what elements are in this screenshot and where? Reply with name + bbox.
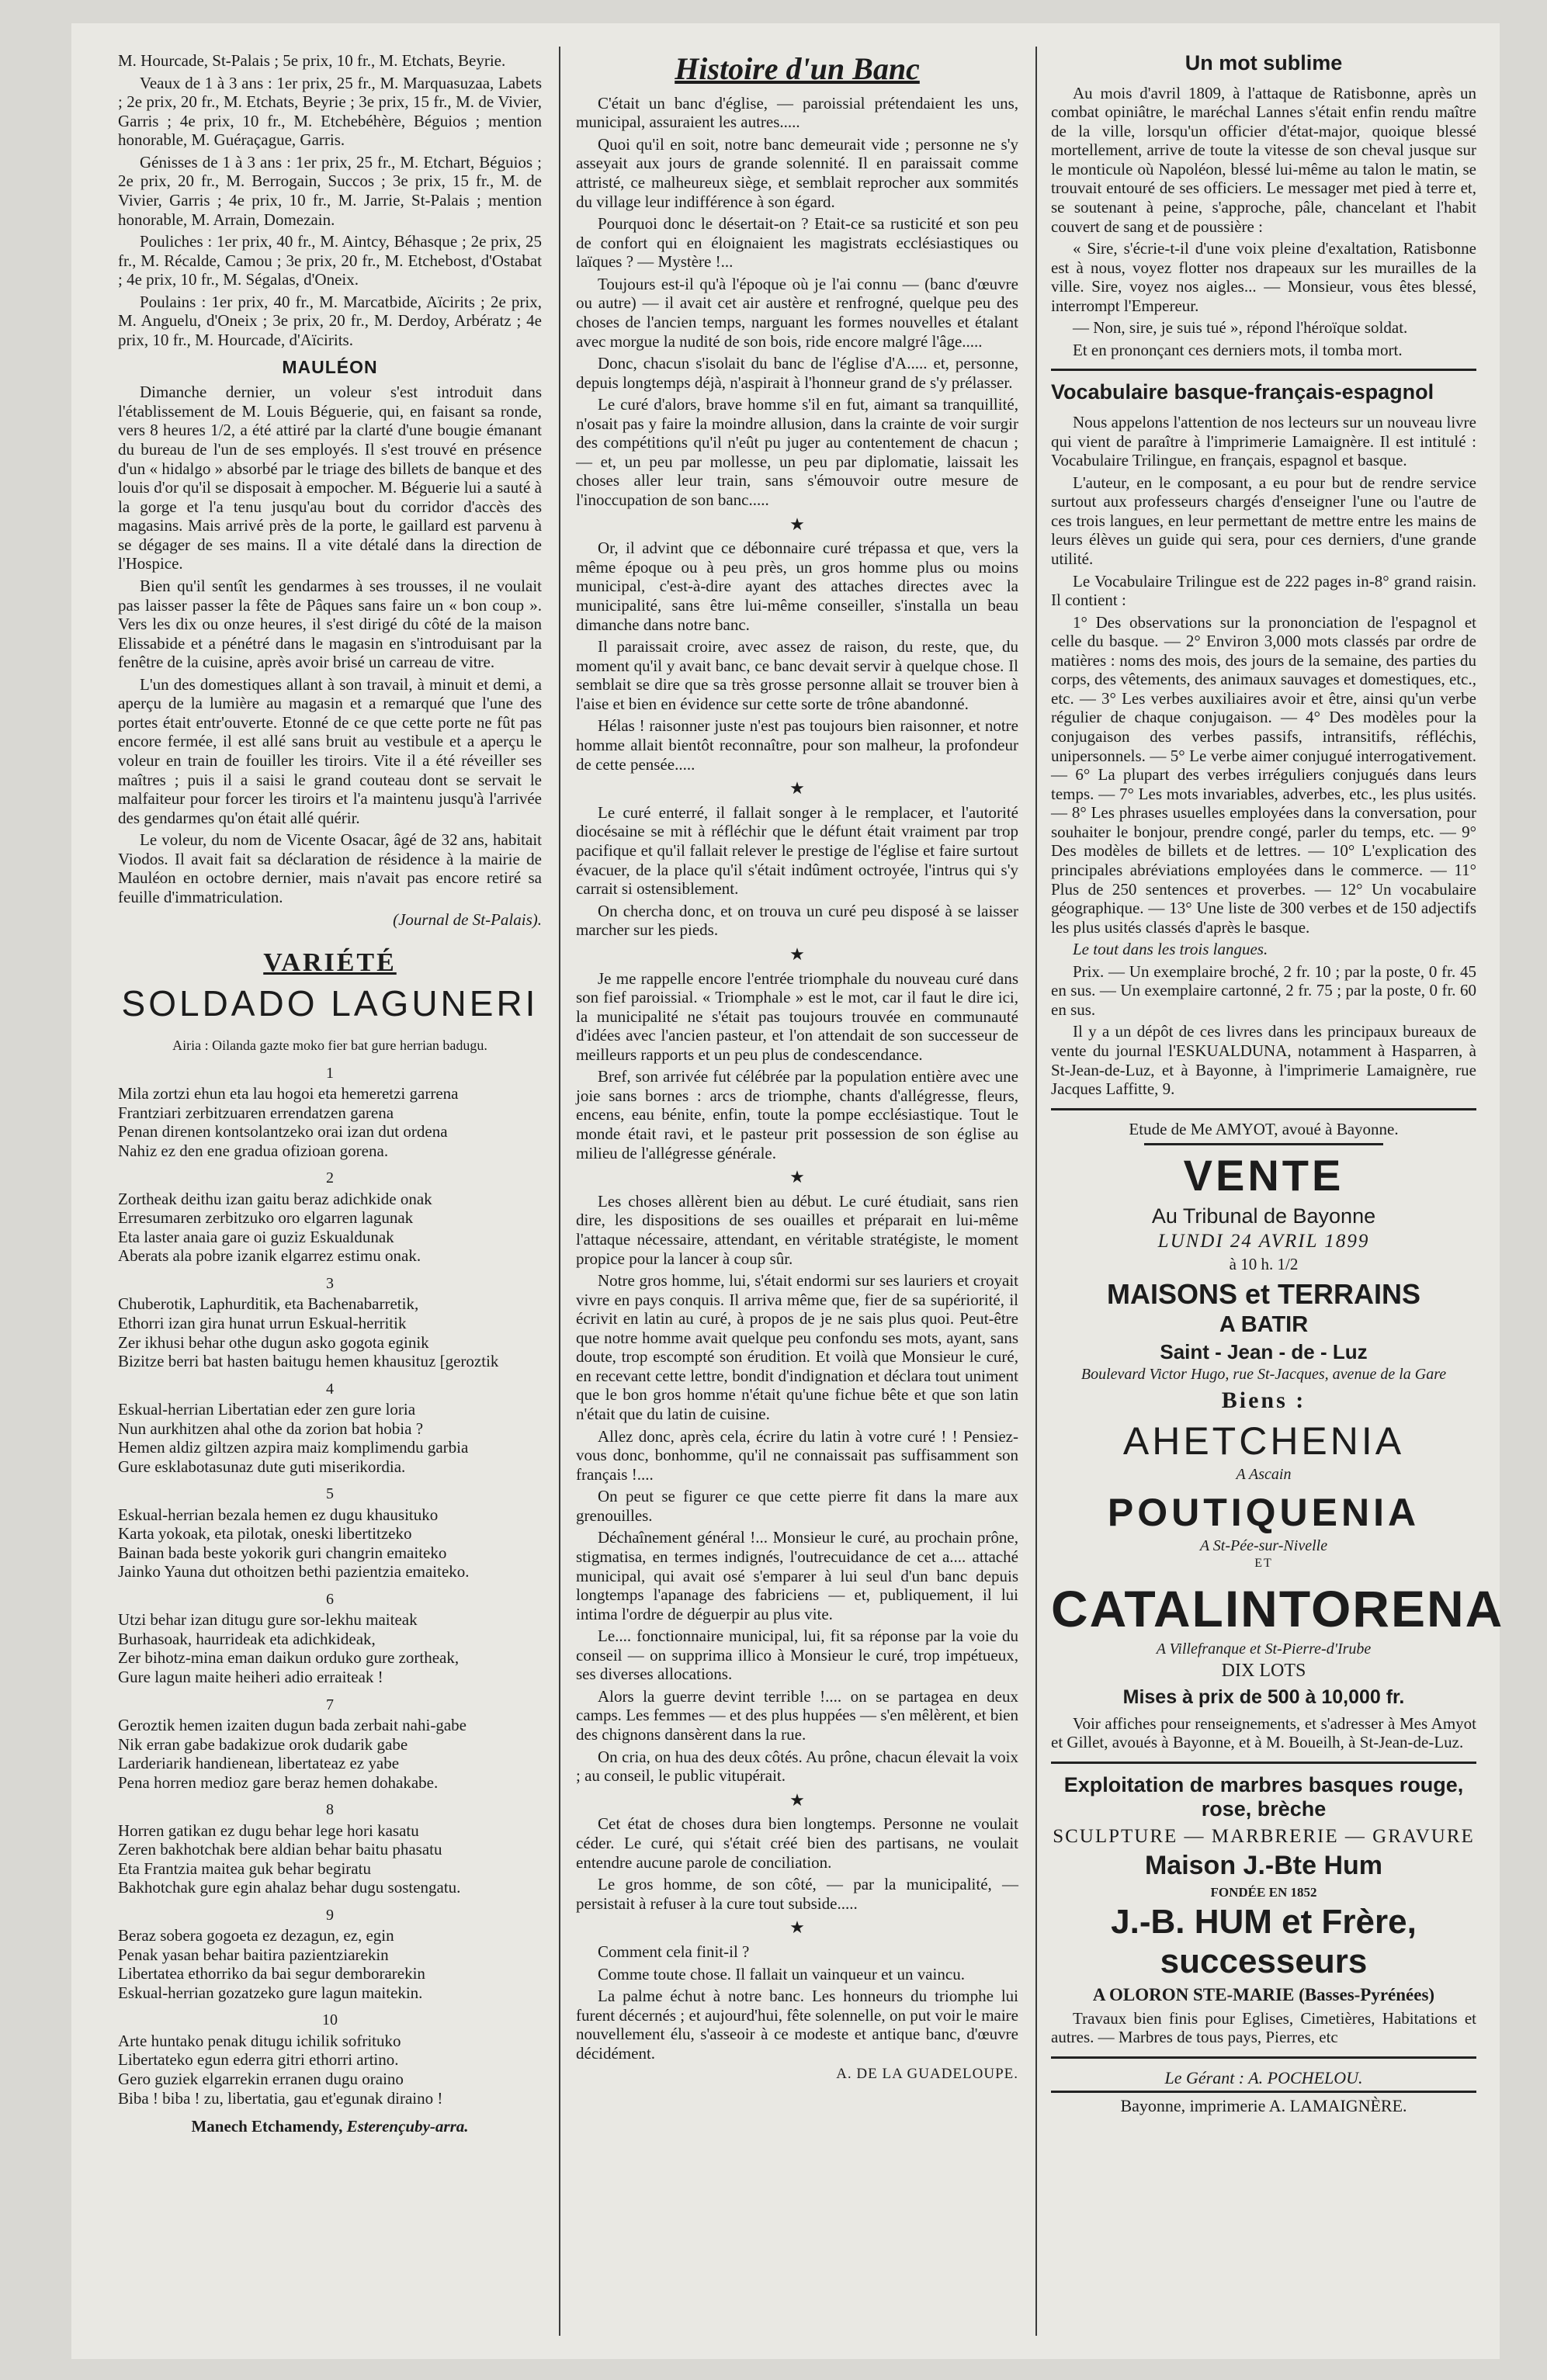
vocab-para: Nous appelons l'attention de nos lecteurs sur un nouveau livre qui vient de paraître à l'imprimerie Lamaignère. Il est intitulé : Vocabulaire Trilingue, en français, espagnol et basque. bbox=[1051, 413, 1476, 470]
mauleon-heading: MAULÉON bbox=[282, 357, 378, 378]
verse-line: Chuberotik, Laphurditik, eta Bachenabarretik, bbox=[118, 1294, 419, 1314]
verse-line: Beraz sobera gogoeta ez dezagun, ez, egin bbox=[118, 1926, 394, 1945]
verse-line: Horren gatikan ez dugu behar lege hori kasatu bbox=[118, 1821, 419, 1840]
vocab-para: Le Vocabulaire Trilingue est de 222 pages in-8° grand raisin. Il contient : bbox=[1051, 571, 1476, 610]
ad-biens: Biens : bbox=[1221, 1387, 1306, 1414]
song-verses bbox=[118, 1065, 542, 2108]
concours-para: Poulains : 1er prix, 40 fr., M. Marcatbide, Aïcirits ; 2e prix, M. Anguelu, d'Oneix ; 3e prix, 20 fr., M. Derdoy, Arbératz ; 4e prix, 10 fr., M. Hourcade, d'Aïcirits. bbox=[118, 292, 542, 349]
concours-para: Pouliches : 1er prix, 40 fr., M. Aintcy, Béhasque ; 2e prix, 25 fr., M. Récalde, Camou ; 3e prix, 20 fr., M. Etchebost, d'Ostabat ; 4e prix, 10 fr., M. Ségalas, d'Oneix. bbox=[118, 232, 542, 289]
ad-boulevard: Boulevard Victor Hugo, rue St-Jacques, avenue de la Gare bbox=[1080, 1365, 1447, 1383]
banc-para: C'était un banc d'église, — paroissial prétendaient les uns, municipal, assuraient les autres..... bbox=[576, 93, 1018, 132]
mot-sublime-title: Un mot sublime bbox=[1185, 51, 1343, 74]
ad-property-1-location: A Ascain bbox=[1236, 1465, 1292, 1483]
section-divider bbox=[1051, 369, 1476, 371]
newspaper-page bbox=[71, 23, 1504, 2359]
mot-para: — Non, sire, je suis tué », répond l'héroïque soldat. bbox=[1073, 318, 1408, 338]
verse-number: 1 bbox=[326, 1064, 334, 1082]
star-separator: ★ bbox=[789, 1918, 805, 1938]
section-divider bbox=[1051, 2091, 1476, 2093]
gerant: Le Gérant : A. POCHELOU. bbox=[1164, 2067, 1363, 2087]
banc-para: Donc, chacun s'isolait du banc de l'église d'A..... et, personne, depuis longtemps déjà, n'aspirait à l'honneur grand de s'y prélasser. bbox=[576, 354, 1018, 392]
ad-property-3-location: A Villefranque et St-Pierre-d'Irube bbox=[1156, 1640, 1372, 1658]
verse-line: Geroztik hemen izaiten dugun bada zerbait nahi-gabe bbox=[118, 1715, 467, 1734]
mauleon-para: L'un des domestiques allant à son travail, à minuit et demi, a aperçu de la lumière au magasin et a remarqué que l'une des portes était entr'ouverte. Etonné de ce que cette porte ne fût pas encore fermée, il est allé sans bruit au vestibule et a aperçu le voleur en train de fouiller les tiroirs. Vite il a été réveiller ses maîtres ; puis il a saisi le grand couteau dont se servait le malfaiteur pour forcer les tiroirs et l'a maintenu jusqu'à l'arrivée des gendarmes qu'on était allé quérir. bbox=[118, 674, 542, 827]
banc-para: Les choses allèrent bien au début. Le curé étudiait, sans rien dire, les dispositions de ses ouailles et préparait en lui-même l'attaque nécessaire, attendant, en véritable stratégiste, le moment propice pour la lancer à coup sûr. bbox=[576, 1191, 1018, 1268]
banc-para: Pourquoi donc le désertait-on ? Etait-ce sa rusticité et son peu de confort qui en éloignaient les magistrats ecclésiastiques ou laïques ? — Mystère !... bbox=[576, 214, 1018, 272]
banc-para: Toujours est-il qu'à l'époque où je l'ai connu — (banc d'œuvre ou autre) — il avait cet air austère et renfrogné, quelque peu des choses de l'ancien temps, narguant les formes nouvelles et étalant avec morgue la nudité de son bois, ride encore malgré l'âge..... bbox=[576, 274, 1018, 351]
banc-para: Déchaînement général !... Monsieur le curé, au prochain prône, stigmatisa, en termes indignés, l'outrecuidance de cet a.... attaché municipal, qui avait osé s'emparer à lui seul d'un banc depuis longtemps l'apanage des fabriciens — et, publiquement, il lui intima l'ordre de déguerpir au plus vite. bbox=[576, 1528, 1018, 1623]
mauleon-credit: (Journal de St-Palais). bbox=[393, 909, 542, 929]
ad-tribunal: Au Tribunal de Bayonne bbox=[1151, 1204, 1376, 1228]
verse-number: 3 bbox=[326, 1275, 334, 1292]
verse-number: 10 bbox=[322, 2011, 338, 2029]
marbre-heading: Exploitation de marbres basques rouge, rose, brèche bbox=[1063, 1772, 1464, 1821]
marbre-sub: SCULPTURE — MARBRERIE — GRAVURE bbox=[1053, 1825, 1475, 1847]
banc-para: On peut se figurer ce que cette pierre fit dans la mare aux grenouilles. bbox=[576, 1487, 1018, 1525]
verse-line: Bakhotchak gure egin ahalaz behar dugu sostengatu. bbox=[118, 1878, 461, 1897]
ad-vente: VENTE bbox=[1183, 1151, 1344, 1200]
star-separator: ★ bbox=[789, 1789, 805, 1810]
banc-para: Quoi qu'il en soit, notre banc demeurait vide ; personne ne s'y asseyait aux jours de grande solennité. Il en paraissait comme attristé, ce malheureux siège, et semblait reprocher aux sommités du village leur indifférence à son égard. bbox=[576, 134, 1018, 211]
verse-line: Zeren bakhotchak bere aldian behar baitu phasatu bbox=[118, 1840, 442, 1859]
ad-property-2: POUTIQUENIA bbox=[1107, 1491, 1420, 1534]
verse-line: Jainko Yauna dut othoitzen bethi pazientzia emaiteko. bbox=[118, 1562, 470, 1581]
verse-number: 6 bbox=[326, 1590, 334, 1608]
banc-para: Comme toute chose. Il fallait un vainqueur et un vaincu. bbox=[598, 1964, 965, 1983]
concours-para: M. Hourcade, St-Palais ; 5e prix, 10 fr., M. Etchats, Beyrie. bbox=[118, 51, 506, 70]
verse-line: Gero guziek elgarrekin erranen dugu oraino bbox=[118, 2070, 404, 2088]
verse-line: Penak yasan behar baitira pazientziarekin bbox=[118, 1945, 389, 1964]
banc-para: La palme échut à notre banc. Les honneurs du triomphe lui furent décernés ; et aujourd'hui, fête solennelle, on put voir le maire nouvellement élu, s'asseoir à ce modeste et antique banc, d'œuvre décidément. bbox=[576, 1987, 1018, 2063]
verse-line: Karta yokoak, eta pilotak, oneski libertitzeko bbox=[118, 1524, 412, 1543]
column-rule bbox=[1035, 47, 1037, 2336]
concours-para: Veaux de 1 à 3 ans : 1er prix, 25 fr., M. Marquasuzaa, Labets ; 2e prix, 20 fr., M. Etchats, Beyrie ; 3e prix, 15 fr., M. de Vivier, Garris ; 4e prix, 10 fr., M. Etchebéhère, Béguios ; mention honorable, M. Guéraçague, Garris. bbox=[118, 73, 542, 150]
song-signature bbox=[118, 2117, 542, 2136]
banc-para: Le.... fonctionnaire municipal, lui, fit sa réponse par la voie du conseil — on supprima illico à Monsieur le curé, trop impétueux, ses diverses allocations. bbox=[576, 1627, 1018, 1684]
banc-para: Bref, son arrivée fut célébrée par la population entière avec une joie sans bornes : arcs de triomphe, chants d'allégresse, fleurs, encens, eau bénite, enfin, toute la pompe ecclésiastique. Tout le monde était ravi, et le pasteur prit possession de son église au milieu de l'allégresse générale. bbox=[576, 1067, 1018, 1162]
vocab-para: Le tout dans les trois langues. bbox=[1073, 940, 1268, 959]
ad-et: ET bbox=[1254, 1556, 1273, 1570]
verse-line: Utzi behar izan ditugu gure sor-lekhu maiteak bbox=[118, 1610, 418, 1630]
banc-para: Le curé enterré, il fallait songer à le remplacer, et l'autorité diocésaine se mit à réfléchir que le défunt était vraiment par trop pacifique et qu'il fallait relever le prestige de l'église et faire surtout évacuer, de la place qu'il s'était indûment octroyée, l'intrus qui s'y carrait si ostensiblement. bbox=[576, 802, 1018, 899]
ad-mises: Mises à prix de 500 à 10,000 fr. bbox=[1122, 1686, 1405, 1709]
song-author-place: Esterençuby-arra. bbox=[346, 2117, 469, 2136]
imprimerie: Bayonne, imprimerie A. LAMAIGNÈRE. bbox=[1120, 2096, 1407, 2116]
verse-line: Zortheak deithu izan gaitu beraz adichkide onak bbox=[118, 1189, 432, 1208]
verse-line: Aberats ala pobre izanik elgarrez estimu onak. bbox=[118, 1246, 421, 1266]
column-3 bbox=[1051, 51, 1504, 2119]
mauleon-para: Dimanche dernier, un voleur s'est introduit dans l'établissement de M. Louis Béguerie, qui, en faisant sa ronde, vers 8 heures 1/2, a été attiré par la clarté d'une bougie émanant du bureau de l'un de ses employés. Il s'est trouvé en présence d'un « hidalgo » absorbé par le triage des billets de banque et des louis d'or qu'il se disposait à empocher. M. Béguerie lui a sauté à la gorge et l'a tenu jusqu'au bout du corridor d'accès des magasins. Mais arrivé près de la porte, le gaillard est parvenu à se dégager de ses mains. Il a vite détalé dans la direction de l'Hospice. bbox=[118, 383, 542, 573]
section-divider bbox=[1144, 1143, 1383, 1145]
verse-number: 9 bbox=[326, 1906, 334, 1924]
mauleon-para: Bien qu'il sentît les gendarmes à ses trousses, il ne voulait pas laisser passer la fête de Pâques sans faire un « bon coup ». Vers les dix ou onze heures, il s'est dirigé du côté de la maison Elissabide et a pénétré dans le magasin en s'introduisant par la fenêtre de la cuisine, après avoir brisé un carreau de vitre. bbox=[118, 576, 542, 672]
marbre-fondee: FONDÉE EN 1852 bbox=[1210, 1884, 1317, 1900]
verse-line: Eskual-herrian gozatzeko gure lagun maitekin. bbox=[118, 1983, 423, 2002]
star-separator: ★ bbox=[789, 778, 805, 799]
variete-heading: VARIÉTÉ bbox=[263, 948, 397, 978]
star-separator: ★ bbox=[789, 1167, 805, 1187]
star-separator: ★ bbox=[789, 514, 805, 534]
verse-line: Hemen aldiz giltzen azpira maiz komplimendu garbia bbox=[118, 1438, 469, 1457]
verse-line: Penan direnen kontsolantzeko orai izan dut ordena bbox=[118, 1122, 448, 1141]
vocabulaire-title: Vocabulaire basque-français-espagnol bbox=[1051, 380, 1434, 404]
ad-time: à 10 h. 1/2 bbox=[1229, 1254, 1299, 1273]
verse-line: Frantziari zerbitzuaren errendatzen garena bbox=[118, 1103, 394, 1122]
verse-line: Biba ! biba ! zu, libertatia, gau et'egunak diraino ! bbox=[118, 2088, 443, 2108]
banc-para: Alors la guerre devint terrible !.... on se partagea en deux camps. Les femmes — et des plus huppées — s'en mêlèrent, et bien des chignons dansèrent dans la rue. bbox=[576, 1686, 1018, 1744]
ad-voir: Voir affiches pour renseignements, et s'adresser à Mes Amyot et Gillet, avoués à Bayonne, et à M. Boueilh, à St-Jean-de-Luz. bbox=[1051, 1713, 1476, 1752]
star-separator: ★ bbox=[789, 944, 805, 964]
banc-para: Je me rappelle encore l'entrée triomphale du nouveau curé dans son fief paroissial. « Triomphale » est le mot, car il faut le dire ici, la municipalité ne s'était pas toujours trouvée en communauté d'idées avec l'ancien pasteur, et l'on attendait de son successeur de meilleurs rapports et un peu plus de condescendance. bbox=[576, 968, 1018, 1064]
marbre-maison: Maison J.-Bte Hum bbox=[1144, 1851, 1383, 1881]
banc-title: Histoire d'un Banc bbox=[675, 51, 920, 86]
verse-line: Zer ikhusi behar othe dugun asko gogota eginik bbox=[118, 1332, 429, 1352]
section-divider bbox=[1051, 2056, 1476, 2059]
song-author: Manech Etchamendy, bbox=[191, 2117, 343, 2136]
verse-line: Gure esklabotasunaz dute guti miserikordia. bbox=[118, 1457, 406, 1476]
marbre-travaux: Travaux bien finis pour Eglises, Cimetières, Habitations et autres. — Marbres de tous pays, Pierres, etc bbox=[1051, 2008, 1476, 2047]
verse-number: 8 bbox=[326, 1801, 334, 1819]
marbre-oloron: A OLORON STE-MARIE (Basses-Pyrénées) bbox=[1092, 1984, 1435, 2004]
banc-para: Allez donc, après cela, écrire du latin à votre curé ! ! Pensiez-vous donc, bonhomme, qu'il ne connaissait pas suffisamment son français !.... bbox=[576, 1426, 1018, 1484]
verse-line: Libertateko egun ederra gitri ethorri artino. bbox=[118, 2050, 399, 2070]
marbre-successeurs: J.-B. HUM et Frère, successeurs bbox=[1111, 1902, 1417, 1981]
vocab-para: 1° Des observations sur la prononciation de l'espagnol et celle du basque. — 2° Environ 3,000 mots classés par ordre de matières : noms des mois, des jours de la semaine, des parties du corps, des vêtements, des animaux sauvages et domestiques, etc., etc. — 3° Les verbes auxiliaires avoir et être, ainsi qu'un verbe régulier de chaque conjugaison. — 4° Des modèles pour la conjugaison des verbes passifs, intransitifs, réfléchis, unipersonnels. — 5° Le verbe aimer conjugué interrogativement. — 6° La plupart des verbes irréguliers conjugués dans leurs temps. — 7° Les mots invariables, adverbes, etc., les plus usités. — 8° Les phrases usuelles employées dans la conversation, pour souhaiter le bonjour, prendre congé, parler du temps, etc. — 9° Des modèles de billets et de lettres. — 10° L'explication des principales abréviations employées dans le commerce. — 11° Plus de 250 sentences et proverbes. — 12° Un vocabulaire géographique. — 13° Une liste de 300 verbes et de 150 adjectifs les plus usités classés d'après le basque. bbox=[1051, 612, 1476, 937]
verse-line: Nun aurkhitzen ahal othe da zorion bat hobia ? bbox=[118, 1419, 424, 1438]
banc-para: Il paraissait croire, avec assez de raison, du reste, que, du moment qu'il y avait banc, ce banc devait servir à quelque chose. Il semblait se dire que sa très grosse personne allait se trouver bien à l'aise et bien en évidence sur cette sorte de trône abandonné. bbox=[576, 637, 1018, 713]
vocab-para: Il y a un dépôt de ces livres dans les principaux bureaux de vente du journal l'ESKUALDUNA, notamment à Hasparren, à St-Jean-de-Luz, et à Bayonne, à l'imprimerie Lamaignère, rue Jacques Laffitte, 9. bbox=[1051, 1022, 1476, 1099]
verse-line: Pena horren medioz gare beraz hemen dohakabe. bbox=[118, 1772, 439, 1792]
ad-maisons: MAISONS et TERRAINS bbox=[1106, 1278, 1421, 1311]
banc-para: Or, il advint que ce débonnaire curé trépassa et que, vers la même époque ou à peu près, un gros homme plus ou moins municipal, c'est-à-dire ayant des attaches directes avec la municipalité, sans être lui-même conseiller, s'installa un beau dimanche dans notre banc. bbox=[576, 539, 1018, 634]
banc-para: Hélas ! raisonner juste n'est pas toujours bien raisonner, et notre homme allait bientôt reconnaître, pour son malheur, la profondeur de cette pensée..... bbox=[576, 716, 1018, 774]
verse-line: Mila zortzi ehun eta lau hogoi eta hemeretzi garrena bbox=[118, 1084, 459, 1103]
verse-line: Arte huntako penak ditugu ichilik sofrituko bbox=[118, 2031, 401, 2050]
verse-line: Bizitze berri bat hasten baitugu hemen khausituz [geroztik bbox=[118, 1352, 499, 1371]
ad-property-3: CATALINTORENA bbox=[1051, 1579, 1504, 1637]
mauleon-para: Le voleur, du nom de Vicente Osacar, âgé de 32 ans, habitait Viodos. Il avait fait sa déclaration de résidence à la mairie de Mauléon en octobre dernier, mais n'avait pas encore retiré sa feuille d'immatriculation. bbox=[118, 830, 542, 906]
verse-line: Nik erran gabe badakizue orok dudarik gabe bbox=[118, 1734, 408, 1754]
verse-number: 4 bbox=[326, 1380, 334, 1398]
section-divider bbox=[1051, 1762, 1476, 1764]
verse-line: Libertatea ethorriko da bai segur demborarekin bbox=[118, 1964, 425, 1983]
ad-lots: DIX LOTS bbox=[1221, 1661, 1306, 1682]
verse-line: Bainan bada beste yokorik guri changrin emaiteko bbox=[118, 1543, 447, 1562]
song-title: SOLDADO LAGUNERI bbox=[121, 982, 539, 1024]
verse-number: 2 bbox=[326, 1169, 334, 1187]
vocab-para: Prix. — Un exemplaire broché, 2 fr. 10 ; par la poste, 0 fr. 45 en sus. — Un exemplaire cartonné, 2 fr. 75 ; par la poste, 0 fr. 60 en sus. bbox=[1051, 961, 1476, 1019]
column-2 bbox=[576, 51, 1018, 2084]
ad-property-2-location: A St-Pée-sur-Nivelle bbox=[1199, 1536, 1328, 1554]
verse-line: Ethorri izan gira hunat urrun Eskual-herritik bbox=[118, 1313, 407, 1332]
section-divider bbox=[1051, 1108, 1476, 1110]
column-1 bbox=[118, 51, 542, 2136]
verse-line: Gure lagun maite heiheri adio erraiteak ! bbox=[118, 1668, 383, 1686]
verse-line: Larderiarik handienean, libertateaz ez yabe bbox=[118, 1754, 400, 1773]
banc-para: Cet état de choses dura bien longtemps. Personne ne voulait céder. Le curé, qui s'était créé bien des partisans, ne voulait entendre aucune parole de conciliation. bbox=[576, 1814, 1018, 1872]
banc-para: On chercha donc, et on trouva un curé peu disposé à se laisser marcher sur les pieds. bbox=[576, 901, 1018, 940]
verse-line: Zer bihotz-mina eman daikun orduko gure zortheak, bbox=[118, 1648, 460, 1668]
verse-line: Eskual-herrian Libertatian eder zen gure loria bbox=[118, 1400, 416, 1419]
verse-line: Erresumaren zerbitzuko oro elgarren lagunak bbox=[118, 1208, 414, 1228]
verse-line: Nahiz ez den ene gradua ofizioan gorena. bbox=[118, 1141, 389, 1160]
mot-para: « Sire, s'écrie-t-il d'une voix pleine d'exaltation, Ratisbonne est à nous, voyez flotter nos drapeaux sur les murailles de la ville. Sire, voyez nos aigles... — Monsieur, vous êtes blessé, interrompt l'Empereur. bbox=[1051, 239, 1476, 315]
song-aria: Airia : Oilanda gazte moko fier bat gure herrian badugu. bbox=[172, 1037, 487, 1053]
ad-property-1: AHETCHENIA bbox=[1122, 1419, 1405, 1464]
banc-author: A. DE LA GUADELOUPE. bbox=[836, 2066, 1018, 2083]
banc-para: Comment cela finit-il ? bbox=[598, 1942, 750, 1962]
vocab-para: L'auteur, en le composant, a eu pour but de rendre service surtout aux professeurs chargés d'enseigner l'une ou l'autre de ces trois langues, en leur permettant de mettre entre les mains de leurs élèves un guide qui sera, pour ces derniers, d'une grande utilité. bbox=[1051, 473, 1476, 568]
verse-number: 5 bbox=[326, 1485, 334, 1503]
verse-line: Eta laster anaia gare oi guziz Eskualdunak bbox=[118, 1227, 394, 1246]
banc-para: Le curé d'alors, brave homme s'il en fut, aimant sa tranquillité, n'osait pas y faire la moindre allusion, dans la crainte de voir surgir des compétitions qu'il n'eût pu juger au contentement de chacun ; — et, un peu par mollesse, un peu par diplomatie, laissait les choses aller leur train, sans s'émouvoir outre mesure de l'inoccupation de son banc..... bbox=[576, 395, 1018, 510]
mot-para: Au mois d'avril 1809, à l'attaque de Ratisbonne, après un combat opiniâtre, le maréchal Lannes s'était enfin rendu maître de la ville, lorsqu'un officier d'état-major, quoique blessé mortellement, arrive de toute la vitesse de son cheval jusque sur le monticule où Napoléon, blessé lui-même au talon le matin, se trouvait entouré de ses officiers. Le messager met pied à terre et, se soutenant à peine, s'approche, pâle, chancelant et l'habit couvert de sang et de poussière : bbox=[1051, 83, 1476, 236]
verse-number: 7 bbox=[326, 1696, 334, 1713]
mot-para: Et en prononçant ces derniers mots, il tomba mort. bbox=[1073, 340, 1403, 359]
banc-para: Notre gros homme, lui, s'était endormi sur ses lauriers et croyait vivre en pays conquis. Il arriva même que, fier de sa supériorité, il écrivit en latin au curé, à propos de je ne sais plus quoi. Peut-être que notre homme avait quelque peu confondu ses mots, ayant, sans doute, trop escompté son érudition. Et voilà que Monsieur le curé, en recevant cette lettre, bondit d'indignation et déclara tout uniment que le bon gros homme n'était qu'une fichue bête et que son latin n'était que du latin de cuisine. bbox=[576, 1271, 1018, 1424]
ad-batir: A BATIR bbox=[1219, 1312, 1309, 1338]
verse-line: Eskual-herrian bezala hemen ez dugu khausituko bbox=[118, 1505, 439, 1524]
banc-para: On cria, on hua des deux côtés. Au prône, chacun élevait la voix ; au conseil, le public vitupérait. bbox=[576, 1747, 1018, 1786]
column-rule bbox=[559, 47, 560, 2336]
ad-location: Saint - Jean - de - Luz bbox=[1160, 1340, 1368, 1364]
verse-line: Eta Frantzia maitea guk behar begiratu bbox=[118, 1859, 371, 1878]
concours-para: Génisses de 1 à 3 ans : 1er prix, 25 fr., M. Etchart, Béguios ; 2e prix, 20 fr., M. Berrogain, Succos ; 3e prix, 15 fr., M. de Vivier, Garris ; 4e prix, 10 fr., M. Jarrie, St-Palais ; mention honorable, M. Arrain, Domezain. bbox=[118, 152, 542, 229]
verse-line: Burhasoak, haurrideak eta adichkideak, bbox=[118, 1629, 376, 1648]
banc-para: Le gros homme, de son côté, — par la municipalité, — persistait à refuser à la cure tout subside..... bbox=[576, 1875, 1018, 1913]
ad-date: LUNDI 24 AVRIL 1899 bbox=[1157, 1231, 1370, 1252]
ad-etude: Etude de Me AMYOT, avoué à Bayonne. bbox=[1129, 1119, 1399, 1138]
